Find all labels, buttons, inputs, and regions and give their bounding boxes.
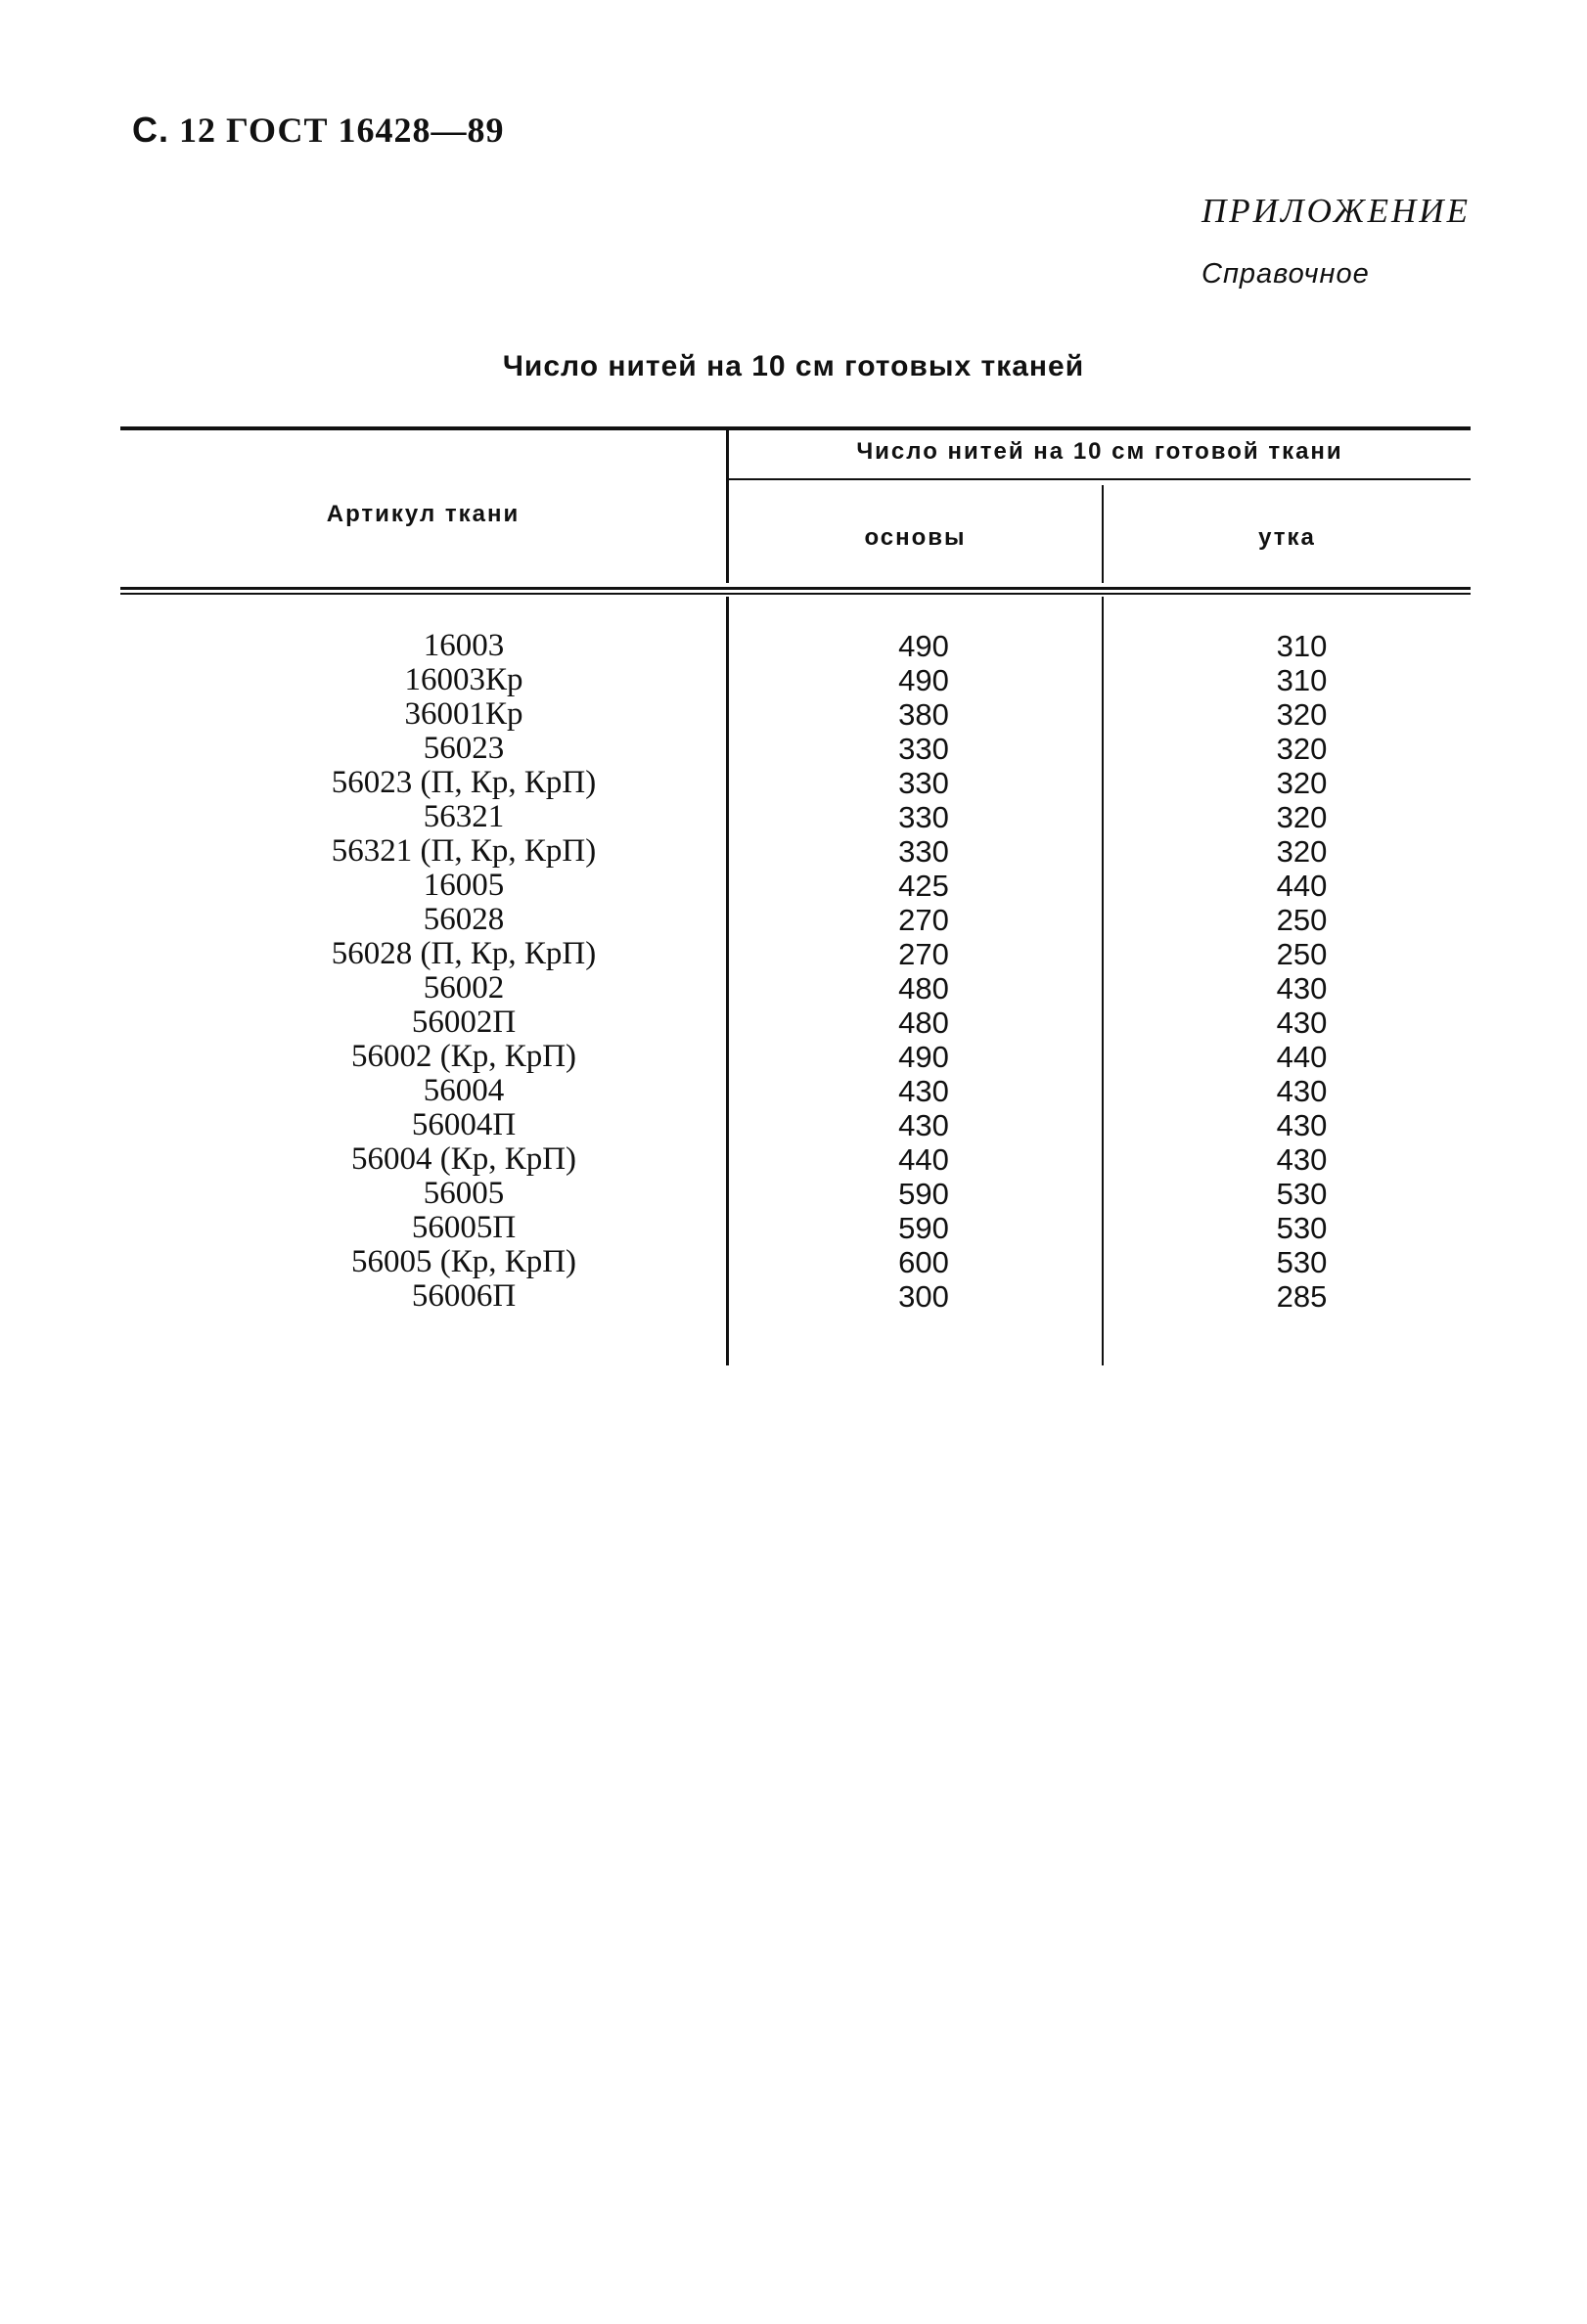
warp-count-cell: 590 xyxy=(898,1211,949,1245)
weft-count-cell: 250 xyxy=(1276,937,1328,971)
article-cell: 16005 xyxy=(423,868,505,903)
table-row xyxy=(120,663,1471,697)
table-header-rule-2 xyxy=(120,593,1471,595)
table-row xyxy=(120,834,1471,869)
warp-count-cell: 490 xyxy=(898,629,949,663)
table-row xyxy=(120,1279,1471,1314)
weft-count-cell: 530 xyxy=(1276,1245,1328,1279)
weft-count-cell: 430 xyxy=(1276,971,1328,1006)
warp-count-cell: 480 xyxy=(898,1006,949,1040)
weft-count-cell: 320 xyxy=(1276,800,1328,834)
article-cell: 56002П xyxy=(411,1005,517,1040)
page-header xyxy=(132,110,504,151)
table-row xyxy=(120,1108,1471,1142)
table-body xyxy=(120,629,1471,1314)
appendix-title: ПРИЛОЖЕНИЕ xyxy=(1202,192,1471,230)
article-cell: 56005 xyxy=(423,1176,505,1211)
table-row xyxy=(120,766,1471,800)
article-cell: 56004 (Кр, КрП) xyxy=(350,1141,577,1177)
weft-count-cell: 530 xyxy=(1276,1211,1328,1245)
article-cell: 56004П xyxy=(411,1107,517,1142)
table-row xyxy=(120,1245,1471,1279)
weft-count-cell: 320 xyxy=(1276,697,1328,732)
weft-count-cell: 430 xyxy=(1276,1142,1328,1177)
article-cell: 56004 xyxy=(423,1073,505,1108)
thread-count-table xyxy=(120,426,1471,1365)
table-row xyxy=(120,800,1471,834)
warp-count-cell: 330 xyxy=(898,800,949,834)
warp-count-cell: 440 xyxy=(898,1142,949,1177)
warp-count-cell: 330 xyxy=(898,834,949,869)
header-warp: основы xyxy=(864,524,967,551)
warp-count-cell: 330 xyxy=(898,732,949,766)
table-row xyxy=(120,971,1471,1006)
weft-count-cell: 320 xyxy=(1276,766,1328,800)
article-cell: 56321 xyxy=(423,799,505,834)
weft-count-cell: 430 xyxy=(1276,1074,1328,1108)
weft-count-cell: 310 xyxy=(1276,663,1328,697)
table-row xyxy=(120,903,1471,937)
weft-count-cell: 440 xyxy=(1276,1040,1328,1074)
warp-count-cell: 430 xyxy=(898,1074,949,1108)
table-row xyxy=(120,1074,1471,1108)
article-cell: 56002 (Кр, КрП) xyxy=(350,1039,577,1074)
warp-count-cell: 600 xyxy=(898,1245,949,1279)
page-header-prefix: С. xyxy=(132,110,169,150)
table-row xyxy=(120,732,1471,766)
table-row xyxy=(120,1040,1471,1074)
warp-count-cell: 270 xyxy=(898,937,949,971)
table-caption: Число нитей на 10 см готовых тканей xyxy=(502,350,1085,382)
warp-count-cell: 430 xyxy=(898,1108,949,1142)
warp-count-cell: 490 xyxy=(898,1040,949,1074)
header-weft: утка xyxy=(1258,524,1316,551)
warp-count-cell: 425 xyxy=(898,869,949,903)
warp-count-cell: 590 xyxy=(898,1177,949,1211)
warp-count-cell: 300 xyxy=(898,1279,949,1314)
table-row xyxy=(120,937,1471,971)
warp-count-cell: 380 xyxy=(898,697,949,732)
table-row xyxy=(120,1006,1471,1040)
table-row xyxy=(120,1177,1471,1211)
warp-count-cell: 270 xyxy=(898,903,949,937)
weft-count-cell: 320 xyxy=(1276,732,1328,766)
table-row xyxy=(120,1142,1471,1177)
table-row xyxy=(120,1211,1471,1245)
weft-count-cell: 430 xyxy=(1276,1006,1328,1040)
article-cell: 56028 xyxy=(423,902,505,937)
page-header-text: 12 ГОСТ 16428—89 xyxy=(179,111,505,150)
weft-count-cell: 430 xyxy=(1276,1108,1328,1142)
article-cell: 56028 (П, Кр, КрП) xyxy=(331,936,597,971)
header-article: Артикул ткани xyxy=(326,501,521,527)
article-cell: 56005П xyxy=(411,1210,517,1245)
article-cell: 16003Кр xyxy=(404,662,523,697)
table-group-rule xyxy=(729,478,1471,480)
article-cell: 56006П xyxy=(411,1278,517,1314)
warp-count-cell: 490 xyxy=(898,663,949,697)
weft-count-cell: 440 xyxy=(1276,869,1328,903)
header-thread-count-group: Число нитей на 10 см готовой ткани xyxy=(856,438,1343,465)
table-row xyxy=(120,697,1471,732)
article-cell: 56002 xyxy=(423,970,505,1006)
weft-count-cell: 250 xyxy=(1276,903,1328,937)
table-row xyxy=(120,629,1471,663)
weft-count-cell: 285 xyxy=(1276,1279,1328,1314)
weft-count-cell: 320 xyxy=(1276,834,1328,869)
article-cell: 56005 (Кр, КрП) xyxy=(350,1244,577,1279)
appendix-subtitle: Справочное xyxy=(1202,258,1370,290)
warp-count-cell: 480 xyxy=(898,971,949,1006)
article-cell: 36001Кр xyxy=(404,696,523,732)
article-cell: 56321 (П, Кр, КрП) xyxy=(331,833,597,869)
article-cell: 56023 xyxy=(423,731,505,766)
weft-count-cell: 530 xyxy=(1276,1177,1328,1211)
article-cell: 16003 xyxy=(423,628,505,663)
table-top-rule xyxy=(120,426,1471,430)
warp-count-cell: 330 xyxy=(898,766,949,800)
article-cell: 56023 (П, Кр, КрП) xyxy=(331,765,597,800)
table-header-rule-1 xyxy=(120,587,1471,590)
table-row xyxy=(120,869,1471,903)
weft-count-cell: 310 xyxy=(1276,629,1328,663)
